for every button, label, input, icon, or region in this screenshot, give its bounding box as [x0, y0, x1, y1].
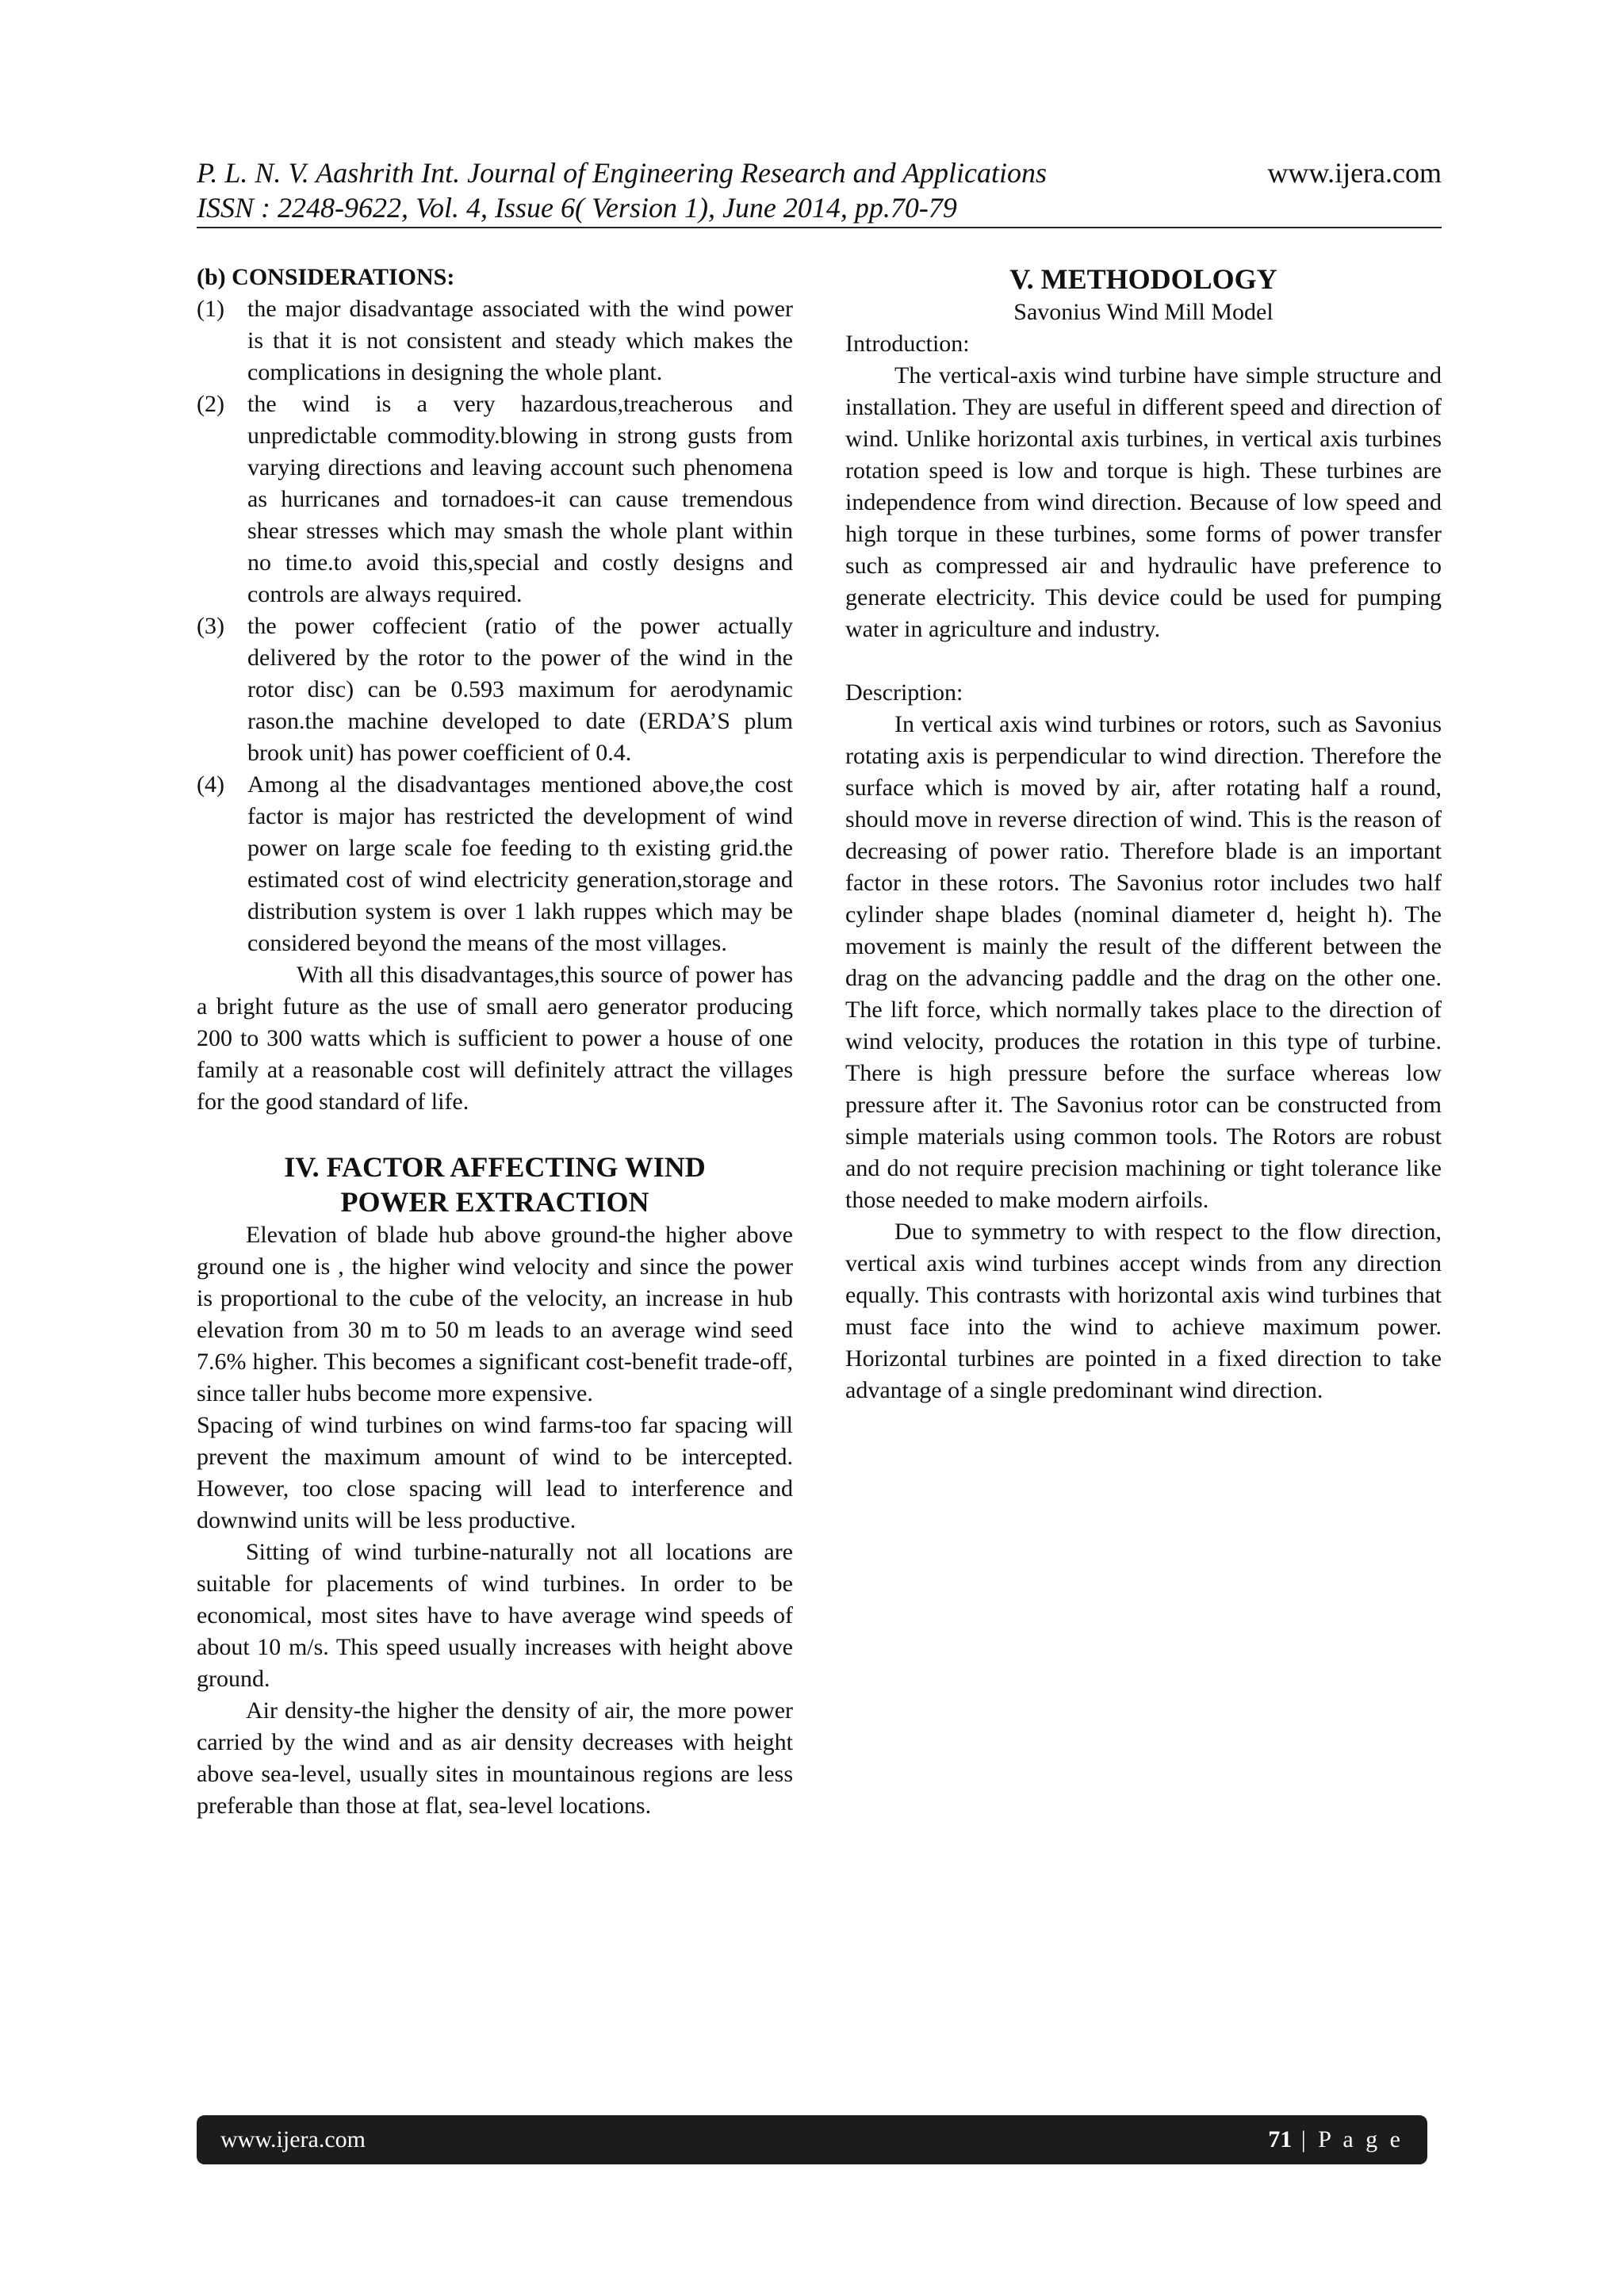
list-item — [197, 293, 793, 388]
page-number: 71 — [1268, 2126, 1293, 2152]
list-text: the power coffecient (ratio of the power actually delivered by the rotor to the power of the wind in the rotor disc) can be 0.593 maximum for aerodynamic rason.the machine developed to date (ERDA’S plum brook unit) has power coefficient of 0.4. — [247, 613, 793, 766]
considerations-closing: With all this disadvantages,this source of power has a bright future as the use of small aero generator producing 200 to 300 watts which is sufficient to power a house of one family at a reasonable cost will definitely attract the villages for the good standard of life. — [197, 962, 793, 1115]
considerations-heading: (b) CONSIDERATIONS: — [197, 264, 455, 290]
list-text: Among al the disadvantages mentioned above,the cost factor is major has restricted the development of wind power on large scale foe feeding to th existing grid.the estimated cost of wind electricity generation,storage and distribution system is over 1 lakh ruppes which may be considered beyond the means of the most villages. — [247, 771, 793, 956]
page-footer — [197, 2115, 1427, 2164]
section-4-paragraph-sitting: Sitting of wind turbine-naturally not all locations are suitable for placements of wind turbines. In order to be economical, most sites have to have average wind speeds of about 10 m/s. This speed usually increases with height above ground. — [197, 1539, 793, 1692]
list-item — [197, 769, 793, 959]
list-item — [197, 388, 793, 610]
list-text: the wind is a very hazardous,treacherous and unpredictable commodity.blowing in strong gusts from varying directions and leaving account such phenomena as hurricanes and tornadoes-it can cause tremendous shear stresses which may smash the whole plant within no time.to avoid this,special and costly designs and controls are always required. — [247, 391, 793, 607]
list-number: (2) — [197, 391, 224, 417]
description-label: Description: — [845, 679, 963, 706]
footer-url[interactable]: www.ijera.com — [220, 2126, 366, 2152]
considerations-list — [197, 293, 793, 959]
introduction-label: Introduction: — [845, 331, 970, 357]
header-row — [197, 155, 1442, 190]
left-column — [197, 262, 793, 1822]
section-4-title-line2: POWER EXTRACTION — [340, 1186, 649, 1218]
section-4-paragraph-air-density: Air density-the higher the density of air, the more power carried by the wind and as air density decreases with height above sea-level, usually sites in mountainous regions are less preferable than those at flat, sea-level locations. — [197, 1697, 793, 1819]
right-column — [845, 262, 1442, 1406]
section-4-paragraph-elevation: Elevation of blade hub above ground-the higher above ground one is , the higher wind velocity and since the power is proportional to the cube of the velocity, an increase in hub elevation from 30 m to 50 m leads to an average wind seed 7.6% higher. This becomes a significant cost-benefit trade-off, since taller hubs become more expensive. — [197, 1222, 793, 1406]
list-number: (4) — [197, 771, 224, 798]
page-indicator — [1268, 2126, 1404, 2153]
list-item — [197, 610, 793, 769]
section-4-title-line1: IV. FACTOR AFFECTING WIND — [284, 1151, 706, 1183]
page-header — [197, 155, 1442, 228]
journal-url[interactable]: www.ijera.com — [1267, 157, 1442, 189]
list-text: the major disadvantage associated with the wind power is that it is not consistent and steady which makes the complications in designing the whole plant. — [247, 296, 793, 385]
journal-citation: P. L. N. V. Aashrith Int. Journal of Engineering Research and Applications — [197, 157, 1047, 189]
description-paragraph-2: Due to symmetry to with respect to the flow direction, vertical axis wind turbines accept winds from any direction equally. This contrasts with horizontal axis wind turbines that must face into the wind to achieve maximum power. Horizontal turbines are pointed in a fixed direction to take advantage of a single predominant wind direction. — [845, 1219, 1442, 1403]
section-5-title: V. METHODOLOGY — [1009, 263, 1277, 295]
page-label: | P a g e — [1292, 2126, 1404, 2152]
section-5-subtitle: Savonius Wind Mill Model — [1013, 299, 1274, 325]
issn-line: ISSN : 2248-9622, Vol. 4, Issue 6( Version 1), June 2014, pp.70-79 — [197, 192, 957, 224]
section-4-paragraph-spacing: Spacing of wind turbines on wind farms-too far spacing will prevent the maximum amount of wind to be intercepted. However, too close spacing will lead to interference and downwind units will be less productive. — [197, 1412, 793, 1533]
header-divider — [197, 227, 1442, 228]
list-number: (1) — [197, 296, 224, 322]
description-paragraph-1: In vertical axis wind turbines or rotors, such as Savonius rotating axis is perpendicular to wind direction. Therefore the surface which is moved by air, after rotating half a round, should move in reverse direction of wind. This is the reason of decreasing of power ratio. Therefore blade is an important factor in these rotors. The Savonius rotor includes two half cylinder shape blades (nominal diameter d, height h). The movement is mainly the result of the different between the drag on the advancing paddle and the drag on the other one. The lift force, which normally takes place to the direction of wind velocity, produces the rotation in this type of turbine. There is high pressure before the surface whereas low pressure after it. The Savonius rotor can be constructed from simple materials using common tools. The Rotors are robust and do not require precision machining or tight tolerance like those needed to make modern airfoils. — [845, 711, 1442, 1213]
introduction-paragraph: The vertical-axis wind turbine have simple structure and installation. They are useful in different speed and direction of wind. Unlike horizontal axis turbines, in vertical axis turbines rotation speed is low and torque is high. These turbines are independence from wind direction. Because of low speed and high torque in these turbines, some forms of power transfer such as compressed air and hydraulic have preference to generate electricity. This device could be used for pumping water in agriculture and industry. — [845, 362, 1442, 642]
list-number: (3) — [197, 613, 224, 639]
